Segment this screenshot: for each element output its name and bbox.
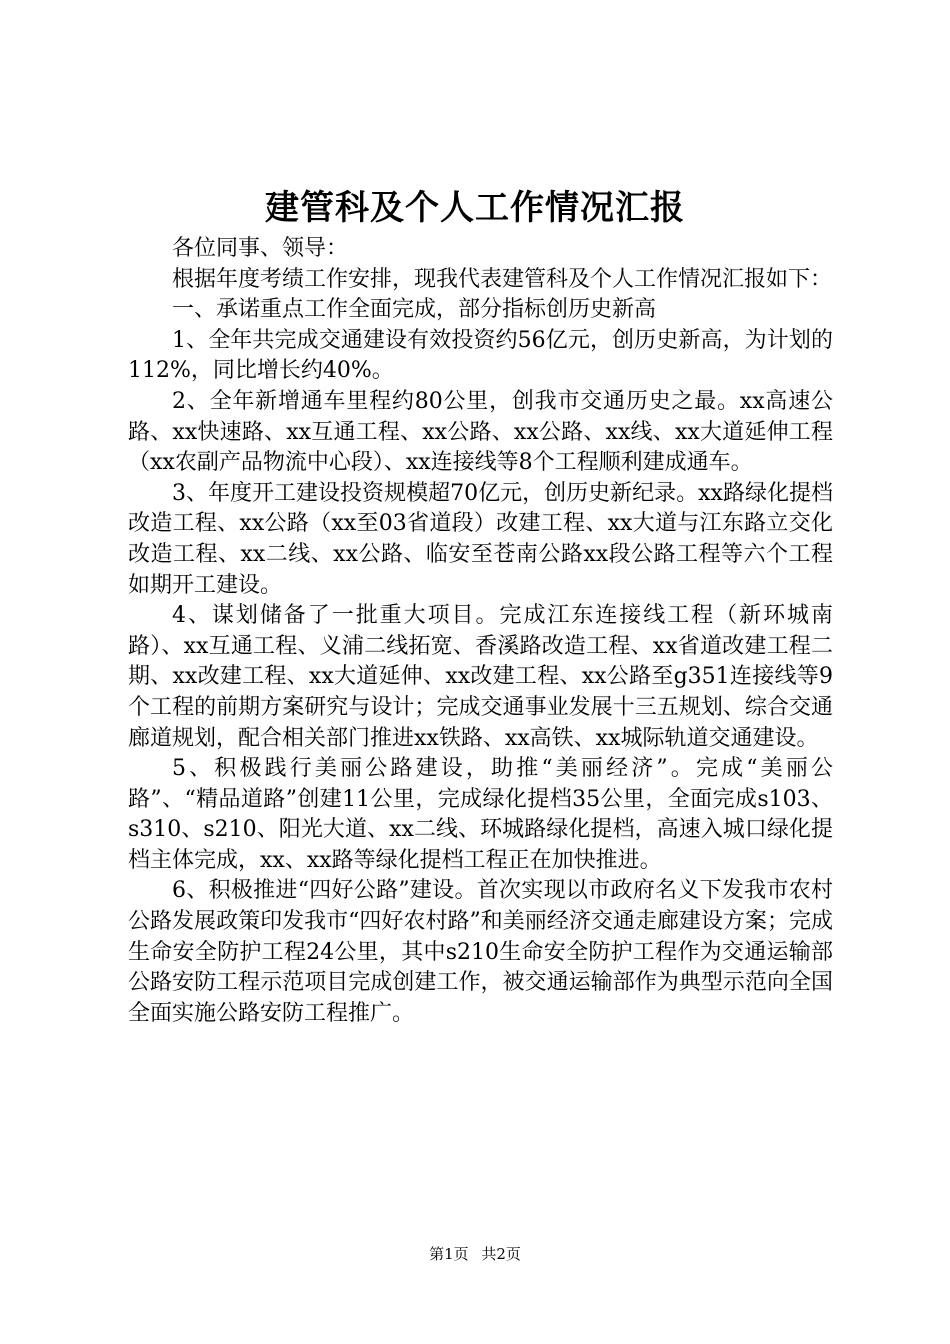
section-heading: 一、承诺重点工作全面完成，部分指标创历史新高: [172, 297, 657, 323]
body-paragraph: 4、谋划储备了一批重大项目。完成江东连接线工程（新环城南路）、xx互通工程、义浦二线拓宽、香溪路改造工程、xx省道改建工程二期、xx改建工程、xx大道延伸、xx改建工程、xx公路至g351连接线等9个工程的前期方案研究与设计；完成交通事业发展十三五规划、综合交通廊道规划，配合相关部门推进xx铁路、xx高铁、xx城际轨道交通建设。: [128, 603, 833, 751]
body-paragraph: 3、年度开工建设投资规模超70亿元，创历史新纪录。xx路绿化提档改造工程、xx公路（xx至03省道段）改建工程、xx大道与江东路立交化改造工程、xx二线、xx公路、临安至苍南公路xx段公路工程等六个工程如期开工建设。: [128, 480, 833, 598]
body-paragraph: 5、积极践行美丽公路建设，助推“美丽经济”。完成“美丽公路”、“精品道路”创建11公里，完成绿化提档35公里，全面完成s103、s310、s210、阳光大道、xx二线、环城路绿化提档，高速入城口绿化提档主体完成，xx、xx路等绿化提档工程正在加快推进。: [128, 756, 833, 873]
page-footer: [0, 1244, 950, 1264]
page-number: 第1页: [429, 1245, 469, 1263]
body-paragraph: 1、全年共完成交通建设有效投资约56亿元，创历史新高，为计划的112%，同比增长约40%。: [128, 327, 833, 384]
salutation-paragraph: 各位同事、领导：: [172, 236, 349, 261]
document-title: 建管科及个人工作情况汇报: [265, 188, 685, 228]
document-body: [128, 234, 833, 1029]
body-paragraph: 6、积极推进“四好公路”建设。首次实现以市政府名义下发我市农村公路发展政策印发我市“四好农村路”和美丽经济交通走廊建设方案；完成生命安全防护工程24公里，其中s210生命安全防护工程作为交通运输部公路安防工程示范项目完成创建工作，被交通运输部作为典型示范向全国全面实施公路安防工程推广。: [128, 878, 833, 1026]
page-total: 共2页: [481, 1245, 521, 1263]
body-paragraph: 2、全年新增通车里程约80公里，创我市交通历史之最。xx高速公路、xx快速路、xx互通工程、xx公路、xx公路、xx线、xx大道延伸工程（xx农副产品物流中心段）、xx连接线等8个工程顺利建成通车。: [128, 388, 833, 476]
intro-paragraph: 根据年度考绩工作安排，现我代表建管科及个人工作情况汇报如下：: [172, 266, 833, 292]
